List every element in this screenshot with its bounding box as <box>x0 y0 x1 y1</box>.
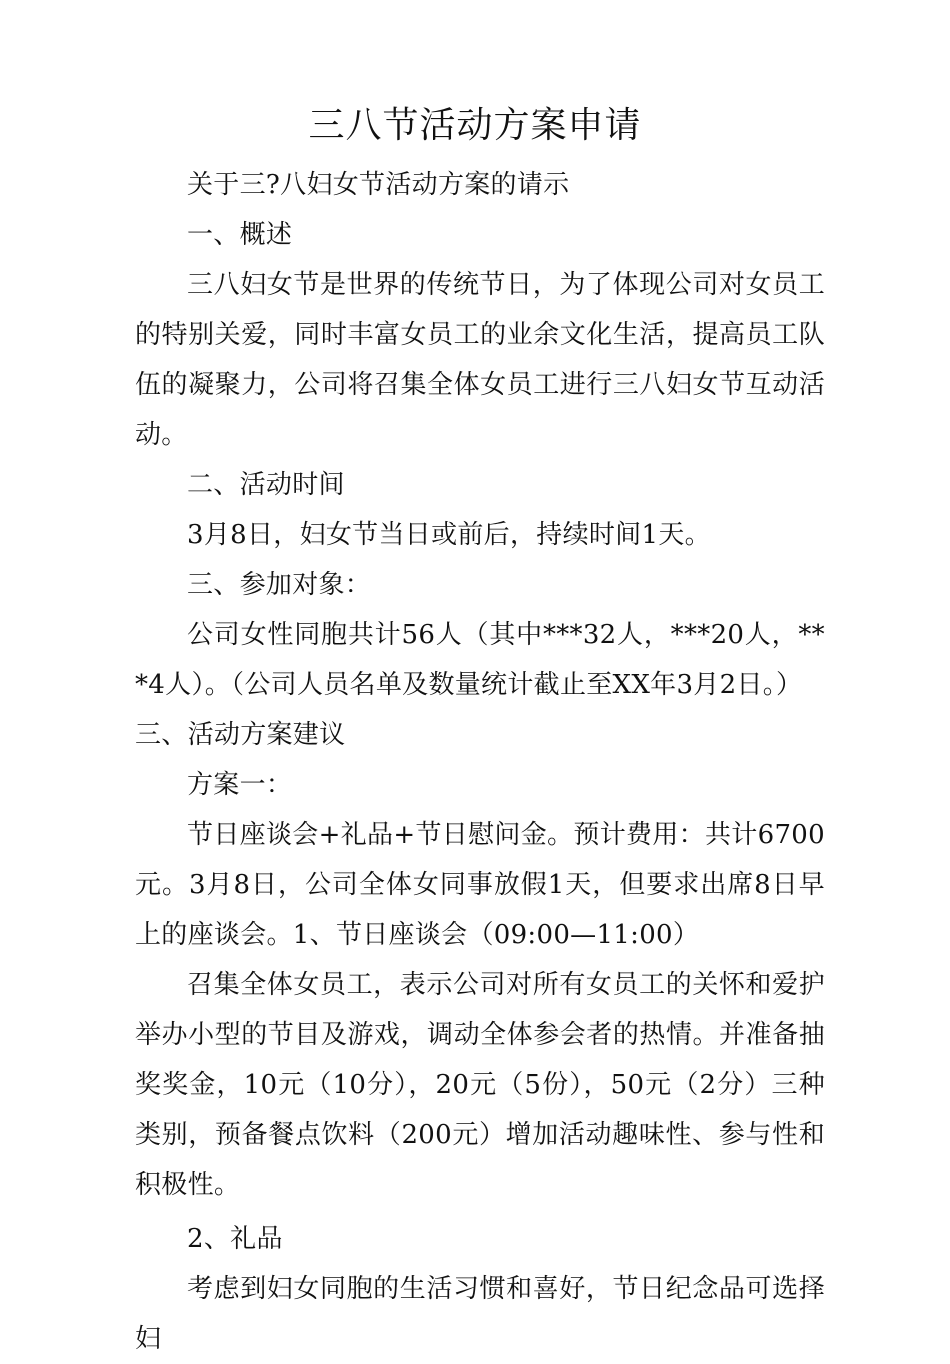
paragraph-plan-one: 节日座谈会+礼品+节日慰问金。预计费用：共计6700元。3月8日，公司全体女同事放假1天，但要求出席8日早上的座谈会。1、节日座谈会（09:00—11:00） <box>135 820 825 950</box>
heading-gifts: 2、礼品 <box>187 1224 283 1254</box>
paragraph-gifts: 考虑到妇女同胞的生活习惯和喜好，节日纪念品可选择妇 <box>135 1274 825 1354</box>
heading-plan-one: 方案一： <box>187 770 293 800</box>
heading-plan-suggestions: 三、活动方案建议 <box>135 720 346 750</box>
heading-overview: 一、概述 <box>187 220 293 250</box>
document-title: 三八节活动方案申请 <box>308 105 642 146</box>
document-body <box>135 160 825 1364</box>
paragraph-overview: 三八妇女节是世界的传统节日，为了体现公司对女员工的特别关爱，同时丰富女员工的业余文化生活，提高员工队伍的凝聚力，公司将召集全体女员工进行三八妇女节互动活动。 <box>135 270 825 450</box>
paragraph-symposium: 召集全体女员工，表示公司对所有女员工的关怀和爱护举办小型的节目及游戏，调动全体参会者的热情。并准备抽奖奖金，10元（10分），20元（5份），50元（2分）三种类别，预备餐点饮料（200元）增加活动趣味性、参与性和积极性。 <box>135 970 825 1200</box>
heading-participants: 三、参加对象： <box>187 570 372 600</box>
paragraph-activity-time: 3月8日，妇女节当日或前后，持续时间1天。 <box>187 520 711 550</box>
paragraph-request-subject: 关于三?八妇女节活动方案的请示 <box>187 170 570 200</box>
heading-activity-time: 二、活动时间 <box>187 470 345 500</box>
paragraph-participants: 公司女性同胞共计56人（其中***32人，***20人，***4人）。（公司人员名单及数量统计截止至XX年3月2日。） <box>135 620 825 700</box>
